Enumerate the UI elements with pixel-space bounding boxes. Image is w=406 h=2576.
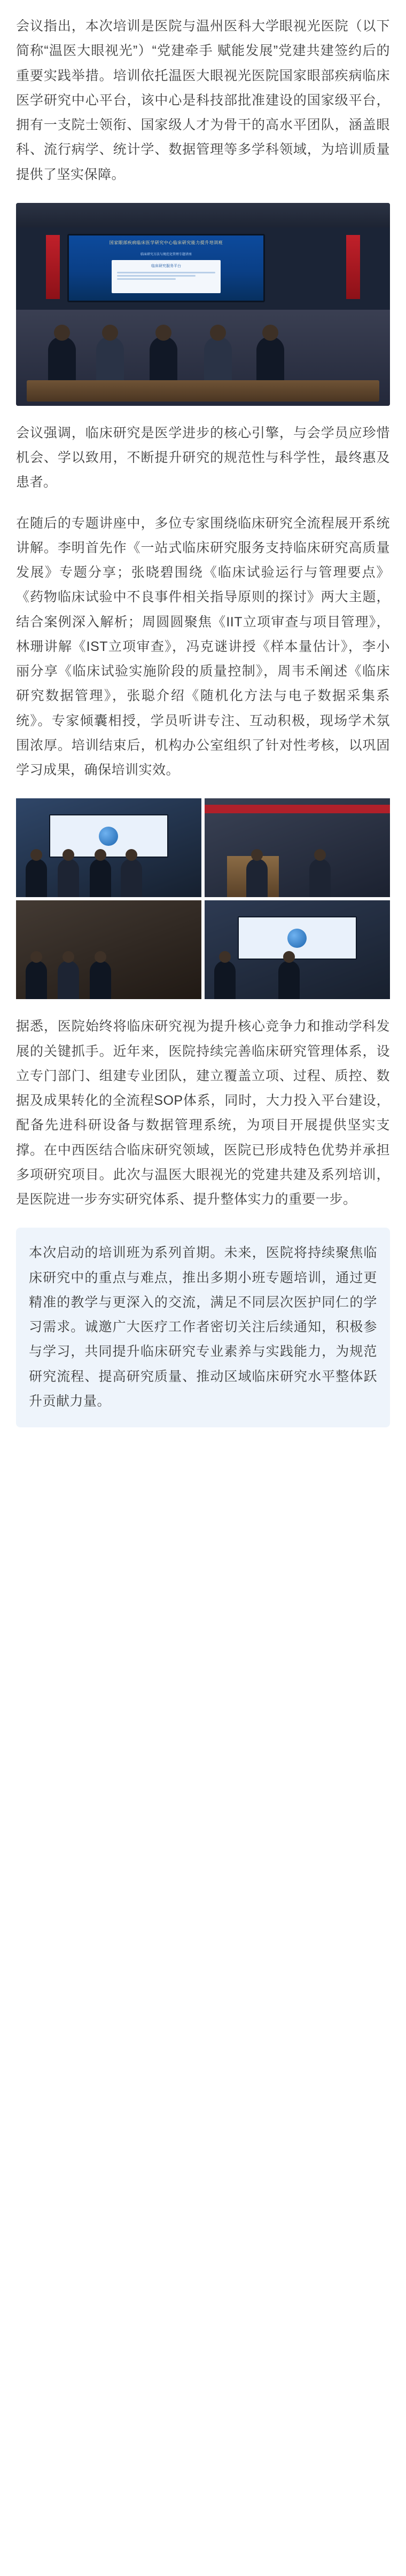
attendee [90,859,111,897]
attendee [58,961,79,999]
attendee [58,859,79,897]
audience-photo-4 [205,900,390,999]
article-paragraph-1: 会议指出，本次培训是医院与温州医科大学眼视光医院（以下简称“温医大眼视光”）“党建牵手 赋能发展”党建共建签约后的重要实践举措。培训依托温医大眼视光医院国家眼部疾病临床医学研究中心平台，该中心是科技部批准建设的国家级平台，拥有一支院士领衔、国家级人才为骨干的高水平团队，涵盖眼科、流行病学、统计学、数据管理等多学科领域，为培训质量提供了坚实保障。 [16,19,390,182]
lecture-photo-1 [16,798,201,897]
room-ceiling [16,203,390,227]
audience-photo-3 [16,900,201,999]
screen-banner-text: 国家眼部疾病临床医学研究中心临床研究能力提升培训班 [109,240,223,245]
article-paragraph-4: 据悉，医院始终将临床研究视为提升核心竞争力和推动学科发展的关键抓手。近年来，医院持续完善临床研究管理体系，设立专门部门、组建专业团队，建立覆盖立项、过程、质控、数据及成果转化的全流程SOP体系，同时，大力投入平台建设，配备先进科研设备与数据管理系统，为项目开展提供坚实支撑。在中西医结合临床研究领域，医院已形成特色优势并承担多项研究项目。此次与温医大眼视光的党建共建及系列培训，是医院进一步夯实研究体系、提升整体实力的重要一步。 [16,1019,390,1207]
seating-area [16,310,390,406]
lecture-photo-grid [16,798,390,999]
screen-slide-card [112,260,221,293]
banner-strip [205,805,390,813]
conference-room-photo-image [16,203,390,406]
closing-callout [16,1228,390,1427]
lecture-photo-2 [205,798,390,897]
slide-graphic [99,827,118,846]
attendee [278,961,300,999]
callout-paragraph-1: 本次启动的培训班为系列首期。未来，医院将持续聚焦临床研究中的重点与难点，推出多期小班专题培训，通过更精准的教学与更深入的交流，满足不同层次医护同仁的学习需求。诚邀广大医疗工作者密切关注后续通知，积极参与学习，共同提升临床研究专业素养与实践能力，为规范研究流程、提高研究质量、推动区域临床研究水平整体跃升贡献力量。 [29,1245,377,1409]
screen-slide-bars [112,269,221,285]
screen-slide-title: 临床研究服务平台 [151,264,181,268]
slide-graphic [287,929,307,948]
flag-right [346,235,360,299]
attendee [90,961,111,999]
attendee [26,961,47,999]
conference-desk [27,380,379,402]
screen-subline-text: 临床研究方法与规范化管理专题讲座 [140,253,192,256]
attendee [309,859,331,897]
projection-screen [67,234,265,302]
article-paragraph-3: 在随后的专题讲座中，多位专家围绕临床研究全流程展开系统讲解。李明首先作《一站式临床研究服务支持临床研究高质量发展》专题分享；张晓碧围绕《临床试验运行与管理要点》《药物临床试验中不良事件相关指导原则的探讨》两大主题，结合案例深入解析；周圆圆聚焦《IIT立项审查与项目管理》，林珊讲解《IST立项审查》，冯克谜讲授《样本量估计》，李小丽分享《临床试验实施阶段的质量控制》，周韦禾阐述《临床研究数据管理》，张聪介绍《随机化方法与电子数据采集系统》。专家倾囊相授，学员听讲专注、互动积极，现场学术氛围浓厚。培训结束后，机构办公室组织了针对性考核，以巩固学习成果，确保培训实效。 [16,515,390,777]
screen [238,916,356,960]
conference-room-photo [16,203,390,406]
attendee [214,961,236,999]
attendee [26,859,47,897]
flag-left [46,235,60,299]
speaker [246,859,268,897]
attendee [121,859,142,897]
article-paragraph-2: 会议强调，临床研究是医学进步的核心引擎，与会学员应珍惜机会、学以致用，不断提升研究的规范性与科学性，最终惠及患者。 [16,425,390,490]
